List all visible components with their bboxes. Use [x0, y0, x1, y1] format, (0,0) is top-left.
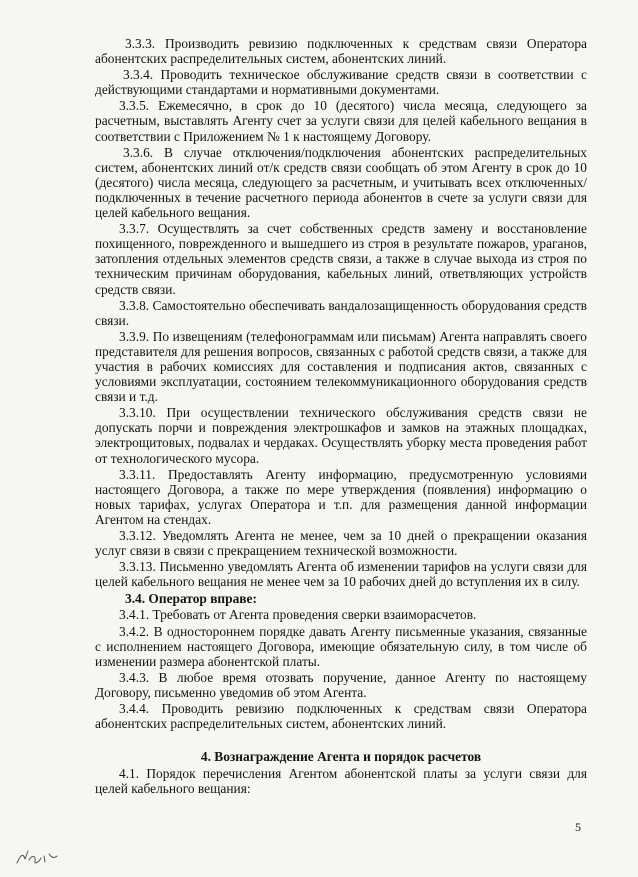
clause-3-3-6: 3.3.6. В случае отключения/подключения абонентских распределительных систем, абонентских линий от/к средств связи сообщать об этом Агенту в срок до 10 (десятого) числа месяца, следующего за расчетным, и учитывать всех отключенных/подключенных в течение расчетного периода абонентов в счете за услуги связи для целей кабельного вещания.	[95, 144, 587, 221]
section-heading-4: 4. Вознаграждение Агента и порядок расчетов	[200, 749, 482, 765]
clause-3-3-4: 3.3.4. Проводить техническое обслуживание средств связи в соответствии с действующими стандартами и нормативными документами.	[95, 67, 587, 98]
clause-3-3-12: 3.3.12. Уведомлять Агента не менее, чем за 10 дней о прекращении оказания услуг связи в связи с прекращением технической возможности.	[95, 528, 587, 559]
clause-3-4-1: 3.4.1. Требовать от Агента проведения сверки взаиморасчетов.	[119, 607, 477, 623]
clause-3-3-3: 3.3.3. Производить ревизию подключенных к средствам связи Оператора абонентских распределительных систем, абонентских линий.	[95, 36, 587, 67]
clause-4-1: 4.1. Порядок перечисления Агентом абонентской платы за услуги связи для целей кабельного вещания:	[95, 766, 587, 797]
clause-3-3-11: 3.3.11. Предоставлять Агенту информацию, предусмотренную условиями настоящего Договора, а также по мере утверждения (появления) информацию о новых тарифах, услугах Оператора и т.п. для размещения данной информации Агентом на стендах.	[95, 466, 587, 527]
clause-3-3-7: 3.3.7. Осуществлять за счет собственных средств замену и восстановление похищенного, поврежденного и вышедшего из строя в результате пожаров, ураганов, затопления отдельных элементов средств связи, а также в случае выхода из строя по техническим причинам оборудования, кабельных линий, ответвляющих устройств средств связи.	[95, 221, 587, 297]
subsection-heading-3-4: 3.4. Оператор вправе:	[125, 591, 257, 607]
clause-3-4-4: 3.4.4. Проводить ревизию подключенных к средствам связи Оператора абонентских распределительных систем, абонентских линий.	[95, 701, 587, 732]
clause-3-4-2: 3.4.2. В одностороннем порядке давать Агенту письменные указания, связанные с исполнением настоящего Договора, имеющие обязательную силу, в том числе об изменении размера абонентской платы.	[95, 623, 587, 669]
document-body	[95, 36, 587, 798]
clause-3-3-13: 3.3.13. Письменно уведомлять Агента об изменении тарифов на услуги связи для целей кабельного вещания не менее чем за 10 рабочих дней до вступления их в силу.	[95, 559, 587, 590]
clause-3-3-8: 3.3.8. Самостоятельно обеспечивать вандалозащищенность оборудования средств связи.	[95, 297, 587, 328]
clause-3-4-3: 3.4.3. В любое время отозвать поручение, данное Агенту по настоящему Договору, письменно уведомив об этом Агента.	[95, 669, 587, 700]
handwritten-initials-mark	[14, 846, 64, 868]
clause-3-3-10: 3.3.10. При осуществлении технического обслуживания средств связи не допускать порчи и повреждения электрошкафов и замков на этажных площадках, электрощитовых, подвалах и чердаках. Осуществлять уборку места проведения работ от технологического мусора.	[95, 405, 587, 466]
clause-3-3-9: 3.3.9. По извещениям (телефонограммам или письмам) Агента направлять своего представителя для решения вопросов, связанных с работой средств связи, а также для участия в рабочих комиссиях для составления и подписания актов, связанных с условиями эксплуатации, состоянием телекоммуникационного оборудования средств связи и т.д.	[95, 328, 587, 405]
clause-3-3-5: 3.3.5. Ежемесячно, в срок до 10 (десятого) числа месяца, следующего за расчетным, выставлять Агенту счет за услуги связи для целей кабельного вещания в соответствии с Приложением № 1 к настоящему Договору.	[95, 98, 587, 144]
page-number: 5	[575, 820, 581, 834]
